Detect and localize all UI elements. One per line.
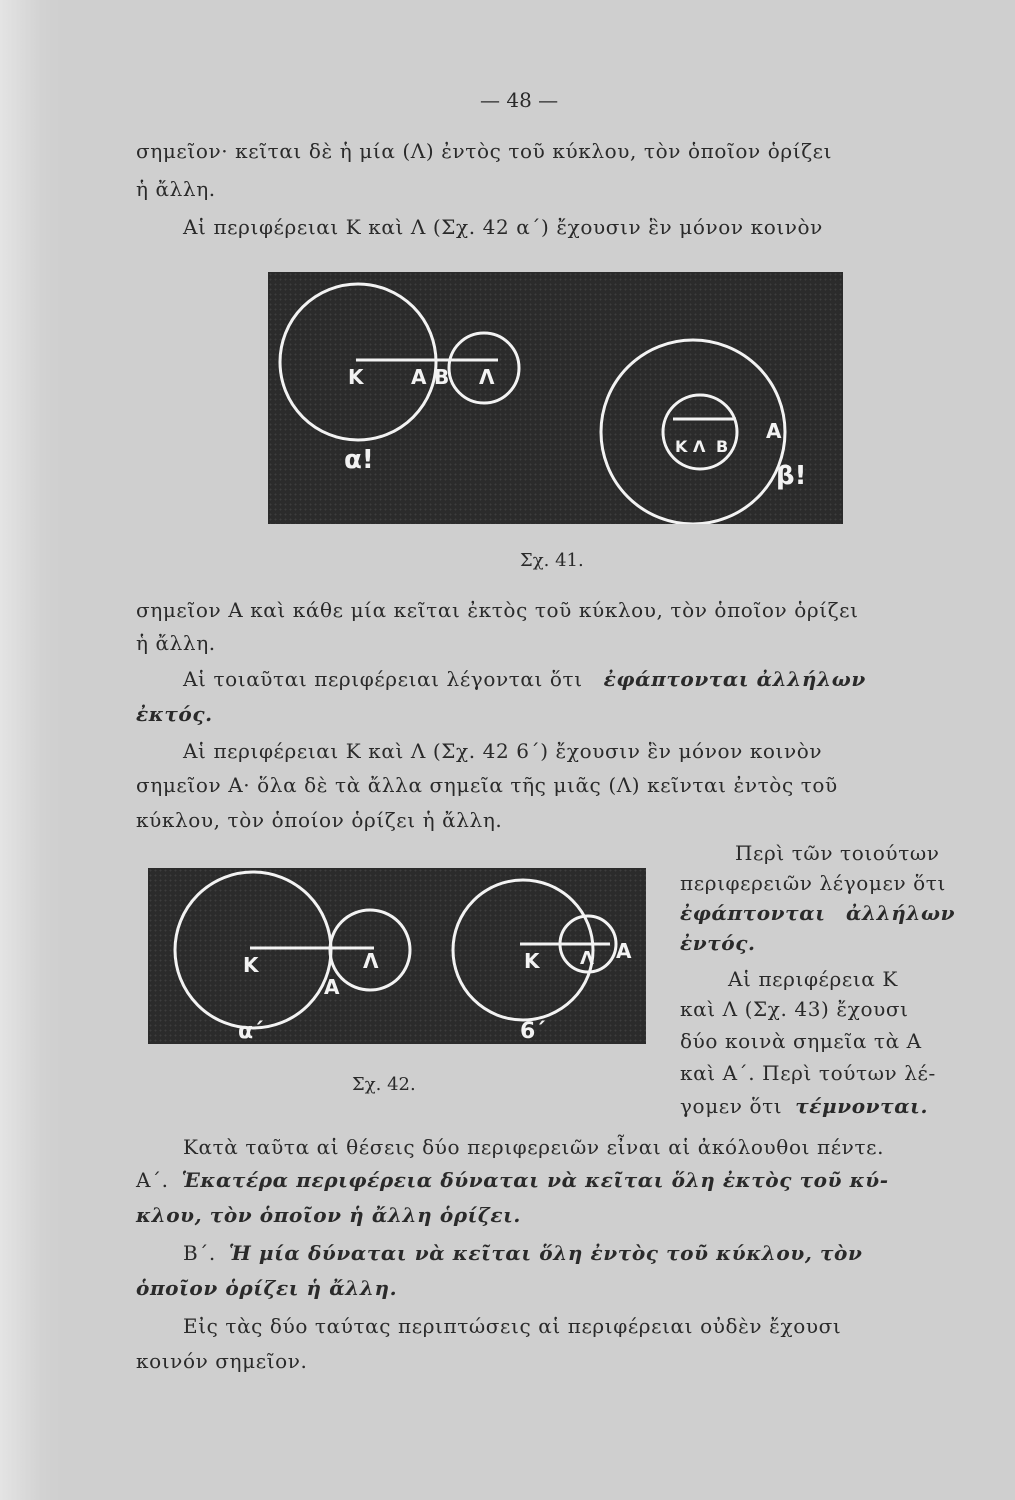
emphasis-text: ἐντός. [680,931,756,955]
label-b2: Β [716,437,729,456]
emphasis-text: ὁποῖον ὁρίζει ἡ ἄλλη. [136,1276,398,1300]
text-line: σημεῖον Α καὶ κάθε μία κεῖται ἐκτὸς τοῦ κύκλου, τὸν ὁποῖον ὁρίζει [136,598,859,622]
label-l: Λ [479,365,495,389]
emphasis-text: κλου, τὸν ὁποῖον ἡ ἄλλη ὁρίζει. [136,1203,521,1227]
circle-k2 [453,880,593,1020]
text-line: σημεῖον· κεῖται δὲ ἡ μία (Λ) ἐντὸς τοῦ κύκλου, τὸν ὁποῖον ὁρίζει [136,139,833,163]
text-line: Αἱ περιφέρειαι Κ καὶ Λ (Σχ. 42 α΄) ἔχουσιν ἓν μόνον κοινὸν [183,215,823,239]
label-a: Α [324,975,340,999]
text-line [680,1093,928,1119]
text-line: περιφερειῶν λέγομεν ὅτι [680,871,946,895]
text-line: ἡ ἄλλη. [136,631,216,655]
label-l: Λ [363,949,379,973]
page-number: — 48 — [480,88,559,112]
label-b: Β [434,365,450,389]
circle-k [280,284,436,440]
label-l2: Λ [580,948,594,969]
text-line: ἡ ἄλλη. [136,177,216,201]
figure-41-caption: Σχ. 41. [520,550,584,571]
label-beta: β! [776,461,807,491]
label-k: Κ [348,365,364,389]
emphasis-text: ἐφάπτονται ἀλλήλων [603,667,866,691]
label-alpha: α! [344,445,374,475]
circle-k [175,872,331,1028]
enumerator: Α΄. [136,1168,169,1192]
label-b: 6΄ [520,1019,546,1044]
text-line [183,1240,862,1266]
label-a2: Α [766,419,782,443]
text-line: Αἱ περιφέρειαι Κ καὶ Λ (Σχ. 42 6΄) ἔχουσιν ἓν μόνον κοινὸν [183,739,823,763]
text-line [183,666,866,692]
text-line: κύκλου, τὸν ὁποίον ὁρίζει ἡ ἄλλη. [136,808,503,832]
emphasis-text: ἀλλήλων [846,901,956,925]
label-a: Α [411,365,427,389]
label-l2: Λ [693,437,706,456]
text-line: σημεῖον Α· ὅλα δὲ τὰ ἄλλα σημεῖα τῆς μιᾶς (Λ) κεῖνται ἐντὸς τοῦ [136,773,838,797]
text-line: καὶ Α΄. Περὶ τούτων λέ- [680,1061,936,1085]
text-span: Αἱ τοιαῦται περιφέρειαι λέγονται ὅτι [183,667,583,691]
figure-42-drawing [148,868,646,1044]
emphasis-text: τέμνονται. [795,1094,929,1118]
text-line: Κατὰ ταῦτα αἱ θέσεις δύο περιφερειῶν εἶναι αἱ ἀκόλουθοι πέντε. [183,1135,885,1159]
text-line: δύο κοινὰ σημεῖα τὰ Α [680,1029,922,1053]
emphasis-text: ἐκτός. [136,702,213,726]
emphasis-text: ἐφάπτονται [680,901,826,925]
text-line: καὶ Λ (Σχ. 43) ἔχουσι [680,997,909,1021]
text-line: Αἱ περιφέρεια Κ [728,967,898,991]
text-span: γομεν ὅτι [680,1094,783,1118]
figure-42 [148,868,646,1044]
emphasis-text: Ἑκατέρα περιφέρεια δύναται νὰ κεῖται ὅλη ἐκτὸς τοῦ κύ- [181,1168,889,1192]
text-line: κοινόν σημεῖον. [136,1349,308,1373]
circle-l2 [663,395,737,469]
figure-42-caption: Σχ. 42. [352,1074,416,1095]
text-line: Εἰς τὰς δύο ταύτας περιπτώσεις αἱ περιφέρειαι οὐδὲν ἔχουσι [183,1314,842,1338]
label-k: Κ [243,953,259,977]
label-a2: Α [616,939,632,963]
label-k2: Κ [675,437,688,456]
circle-k2 [601,340,785,524]
text-line: Περὶ τῶν τοιούτων [735,841,940,865]
page-edge [0,0,60,1500]
text-line [136,1167,889,1193]
enumerator: Β΄. [183,1241,216,1265]
emphasis-text: Ἡ μία δύναται νὰ κεῖται ὅλη ἐντὸς τοῦ κύκλου, τὸν [228,1241,863,1265]
label-alpha: α΄ [238,1019,263,1044]
label-k2: Κ [524,949,540,973]
figure-41-drawing [268,272,843,524]
figure-41 [268,272,843,524]
